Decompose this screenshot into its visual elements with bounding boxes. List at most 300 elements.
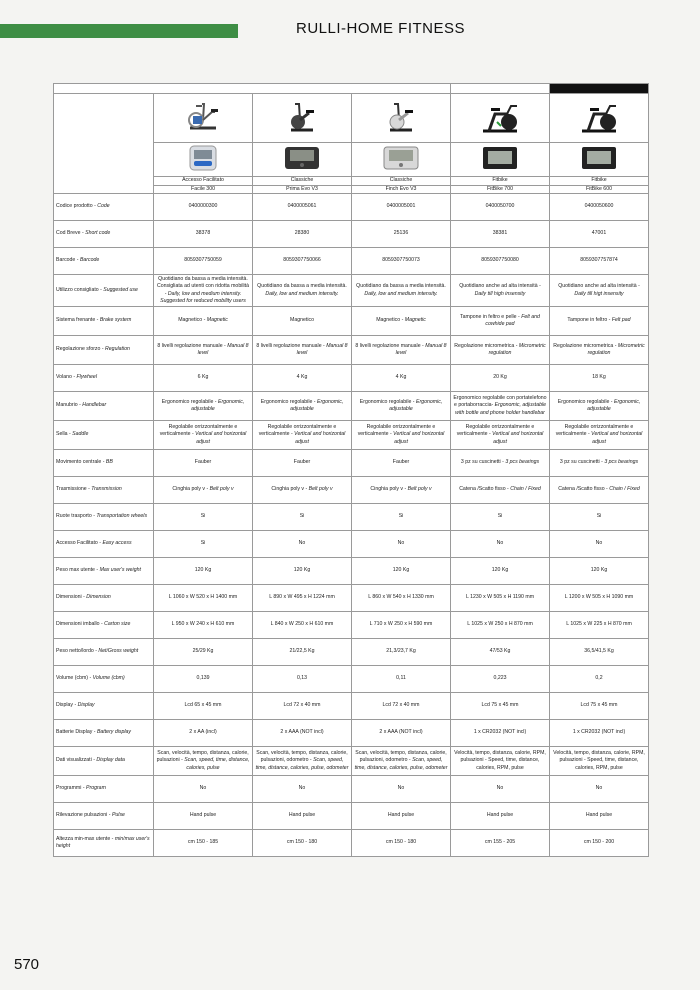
spin-bike-icon [576,100,622,136]
row-label-en: Barcode [79,257,100,264]
value-cell [451,275,550,307]
row-label-en: Battery display [96,729,131,736]
value-cell: 38381 [451,221,550,248]
value-cell [451,450,550,477]
row-label-it: Altezza min-max utente [56,835,111,842]
model-name-cell: Facile 300 [154,185,253,194]
value-it: Regolabile orrizzontalmente e verticalmente - [159,423,238,438]
value-cell: L 840 x W 250 x H 610 mm [253,612,352,639]
row-label-en: Suggested use [103,286,138,293]
row-label: Movimento centrale - BB [54,450,154,477]
value-en: Vertical and horizontal adjust [294,431,346,445]
value-en: Daily, low and medium intensity. [364,290,438,297]
table-row [54,639,649,666]
value-cell [154,450,253,477]
value-it: Magnetico - [178,317,206,324]
bike-display-icon [284,146,320,170]
value-it: Velocità, tempo, distanza, calorie, RPM, pulsazioni - Speed, time, distance, calories, RPM, pulse [454,749,546,771]
row-label-it: Rilevazione pulsazioni [56,812,108,819]
value-cell: No [352,531,451,558]
value-cell [550,275,649,307]
value-it: Fauber [392,459,410,466]
header-accent-bar [0,24,238,38]
row-label-en: Dimension [86,594,111,601]
value-cell: Si [550,504,649,531]
value-cell [253,307,352,336]
row-label-it: Peso max utente [56,567,95,574]
value-cell: No [253,776,352,803]
row-label: Peso max utente - Max user's weight [54,558,154,585]
row-label-it: Batterie Display [56,729,93,736]
value-cell: 20 Kg [451,365,550,392]
bike-display-icon [383,146,419,170]
value-cell [154,336,253,365]
row-label-en: Max user's weight [99,567,141,574]
value-cell [451,307,550,336]
value-en: Manual 8 level [296,342,348,357]
value-it: Magnetico [290,317,314,324]
value-cell [550,336,649,365]
value-cell [451,421,550,450]
value-cell: L 1230 x W 505 x H 1190 mm [451,585,550,612]
value-cell [253,450,352,477]
bike-image-fitbike700 [451,94,550,143]
row-label-it: Sistema frenante [56,317,96,324]
value-it: 3 pz su cuscinetti - [460,459,504,466]
value-cell [550,392,649,421]
row-label: Dimensioni imballo - Carton size [54,612,154,639]
row-label-it: Volume (cbm) [56,675,88,682]
value-it: Fauber [194,459,212,466]
row-label-it: Codice prodotto [56,203,93,210]
value-cell: L 1025 x W 225 x H 870 mm [550,612,649,639]
bike-image-finch [352,94,451,143]
value-en: Belt poly v [308,486,333,493]
value-cell: 120 Kg [451,558,550,585]
value-it: Quotidiano da bassa a media intensità. [356,283,446,290]
value-cell: 8059307750059 [154,248,253,275]
value-cell: 120 Kg [154,558,253,585]
value-cell: 25136 [352,221,451,248]
value-it: 8 livelli regolazione manuale - [256,342,325,349]
value-cell [550,747,649,776]
value-cell: Si [154,531,253,558]
value-cell: Hand pulse [352,803,451,830]
bike-image-fitbike600 [550,94,649,143]
value-cell: Lcd 75 x 45 mm [451,693,550,720]
value-cell: 25/29 Kg [154,639,253,666]
value-it: Quotidiano da bassa a media intensità. [257,283,347,290]
value-cell: 0400005001 [352,194,451,221]
row-label: Volano - Flywheel [54,365,154,392]
row-label-en: Handlebar [82,402,107,409]
value-cell: 0,2 [550,666,649,693]
value-cell: 4 Kg [253,365,352,392]
value-it: Ergonomico regolabile - [359,398,415,405]
value-cell [550,477,649,504]
row-label-it: Dimensioni [56,594,82,601]
category-cell: Classiche [352,177,451,186]
value-cell: Si [154,504,253,531]
row-label-en: Carton size [104,621,131,628]
value-cell [451,336,550,365]
value-it: Catena /Scatto fisso - [459,486,509,493]
value-en: Daily, low and medium intensity. Suggested for reduced mobility users [160,290,246,305]
value-cell: 1 x CR2032 (NOT incl) [550,720,649,747]
row-label-it: Trasmissione [56,486,87,493]
value-en: Magnetic [206,317,228,324]
value-cell [550,307,649,336]
table-row [54,365,649,392]
value-cell: 120 Kg [550,558,649,585]
row-label: Accesso Facilitato - Easy access [54,531,154,558]
row-label-it: Sella [56,431,68,438]
value-it: Cinghia poly v - [271,486,308,493]
row-label-en: Code [97,203,110,210]
value-cell [154,747,253,776]
value-en: Scan, speed, time, distance, calories, pulse, odometer [255,757,349,771]
row-label-en: Display [77,702,95,709]
value-it: Ergonomico regolabile - [260,398,316,405]
value-cell: 0,223 [451,666,550,693]
value-it: Quotidiano anche ad alta intensità - [459,283,541,290]
model-name-cell: FitBike 700 [451,185,550,194]
value-cell: L 950 x W 240 x H 610 mm [154,612,253,639]
value-cell [550,421,649,450]
value-it: Regolabile orrizzontalmente e verticalmente - [555,423,634,438]
table-row [54,421,649,450]
value-en: Vertical and horizontal adjust [492,431,544,445]
row-label-en: Net/Gross weight [98,648,139,655]
spec-table [53,83,649,857]
value-cell: L 890 x W 495 x H 1224 mm [253,585,352,612]
value-en: Ergonomic, adjustable [191,398,245,413]
value-it: Scan, velocità, tempo, distanza, calorie, pulsazioni, odometro - [355,749,447,764]
row-label-it: Peso netto/lordo [56,648,94,655]
row-label: Peso netto/lordo - Net/Gross weight [54,639,154,666]
value-it: Catena /Scatto fisso - [558,486,608,493]
value-cell: No [451,776,550,803]
value-cell: cm 150 - 180 [352,830,451,857]
value-en: 3 pcs bearings [604,459,639,466]
value-it: Ergonomico regolabile con portatelefono e portaborraccia- [453,394,547,409]
table-row [54,307,649,336]
exercise-bike-icon [281,100,323,136]
value-cell: No [550,776,649,803]
row-label-it: Regolazione sforzo [56,346,101,353]
row-label-en: Transmission [91,486,122,493]
value-cell [451,747,550,776]
value-cell [451,392,550,421]
category-cell: Classiche [253,177,352,186]
table-row [54,194,649,221]
table-row [54,531,649,558]
value-cell: 47001 [550,221,649,248]
table-row [54,275,649,307]
table-row [54,248,649,275]
value-en: Manual 8 level [197,342,249,357]
table-row [54,336,649,365]
display-image-finch [352,143,451,177]
value-cell: No [451,531,550,558]
value-it: Tampone in feltro e pelle - [460,313,520,320]
value-it: Cinghia poly v - [370,486,407,493]
value-en: Magnetic [404,317,426,324]
display-image-fitbike600 [550,143,649,177]
row-label: Volume (cbm) - Volume (cbm) [54,666,154,693]
category-cell: Fitbike [451,177,550,186]
page-number: 570 [14,956,40,973]
value-cell: 2 x AAA (NOT incl) [352,720,451,747]
value-cell: 8059307750073 [352,248,451,275]
row-label-en: Pulse [111,812,125,819]
value-cell: 38378 [154,221,253,248]
value-it: Quotidiano da bassa a media intensità. Consigliata ad utenti con ridotta mobilità - [157,275,249,297]
value-en: Belt poly v [209,486,234,493]
table-row [54,585,649,612]
row-label: Regolazione sforzo - Regulation [54,336,154,365]
value-cell [352,392,451,421]
table-row [54,477,649,504]
value-cell: 8059307757874 [550,248,649,275]
value-cell: 28380 [253,221,352,248]
row-label: Trasmissione - Transmission [54,477,154,504]
row-label-it: Accesso Facilitato [56,540,98,547]
value-it: Ergonomico regolabile - [557,398,613,405]
value-it: 3 pz su cuscinetti - [559,459,603,466]
table-row [54,221,649,248]
value-it: 8 livelli regolazione manuale - [157,342,226,349]
value-it: Magnetico - [376,317,404,324]
value-cell [550,450,649,477]
row-label: Sella - Saddle [54,421,154,450]
table-row [54,693,649,720]
row-label-it: Dati visualizzati [56,757,92,764]
value-cell: Si [451,504,550,531]
row-label-it: Programmi [56,785,82,792]
value-en: Felt pad [611,317,631,324]
table-row [54,776,649,803]
category-cell: Fitbike [550,177,649,186]
row-label: Sistema frenante - Brake system [54,307,154,336]
value-cell [352,275,451,307]
value-cell: 47/53 Kg [451,639,550,666]
value-en: Ergonomic, adjustable with bottle and phone holder handlebar [455,402,546,416]
value-cell: 0400050700 [451,194,550,221]
value-en: Micrometric regulation [587,342,645,357]
value-cell [154,307,253,336]
row-label-it: Display [56,702,74,709]
value-cell: 2 x AA (incl) [154,720,253,747]
row-label-it: Dimensioni imballo [56,621,100,628]
value-en: Daily till higt insensity [574,290,624,297]
value-en: Daily, low and medium intensity. [265,290,339,297]
value-en: Chain / Fixed [609,486,640,493]
value-cell [253,421,352,450]
value-cell [352,747,451,776]
value-en: Vertical and horizontal adjust [591,431,643,445]
value-en: Micrometric regulation [488,342,546,357]
row-label: Batterie Display - Battery display [54,720,154,747]
value-en: Daily till high insensity [474,290,526,297]
row-label: Codice prodotto - Code [54,194,154,221]
group-header-fitbike: FITBIKE [451,84,550,94]
table-row [54,666,649,693]
value-cell: L 1025 x W 250 x H 870 mm [451,612,550,639]
value-cell: Lcd 65 x 45 mm [154,693,253,720]
row-label-it: Ruote trasporto [56,513,92,520]
row-label: Programmi - Program [54,776,154,803]
value-cell: 0,139 [154,666,253,693]
value-cell: Lcd 75 x 45 mm [550,693,649,720]
bike-display-icon [188,145,218,171]
value-cell: 18 Kg [550,365,649,392]
row-label: Display - Display [54,693,154,720]
value-cell: No [352,776,451,803]
value-cell: 120 Kg [352,558,451,585]
value-cell [352,421,451,450]
brand-title: RULLI-HOME FITNESS [296,20,466,37]
row-label: Barcode - Barcode [54,248,154,275]
row-label-en: Easy access [102,540,132,547]
table-row [54,720,649,747]
value-it: Scan, velocità, tempo, distanza, calorie, pulsazioni, odometro - [256,749,348,764]
table-row [54,392,649,421]
value-cell: 0400005061 [253,194,352,221]
table-row [54,612,649,639]
row-label: Utilizzo consigliato - Suggested use [54,275,154,307]
value-cell: Hand pulse [550,803,649,830]
value-cell: No [550,531,649,558]
value-cell: Hand pulse [154,803,253,830]
row-label-en: Volume (cbm) [92,675,125,682]
value-it: Ergonomico regolabile - [161,398,217,405]
value-it: Cinghia poly v - [172,486,209,493]
value-cell: 0,13 [253,666,352,693]
value-cell [352,336,451,365]
value-en: Ergonomic, adjustable [587,398,641,413]
display-image-facile [154,143,253,177]
row-label-en: Program [86,785,106,792]
exercise-bike-icon [380,100,422,136]
table-row [54,830,649,857]
value-cell: L 1200 x W 505 x H 1090 mm [550,585,649,612]
row-label-it: Barcode [56,257,76,264]
value-en: Vertical and horizontal adjust [195,431,247,445]
value-cell [253,336,352,365]
value-cell: Hand pulse [253,803,352,830]
row-label-it: Manubrio [56,402,78,409]
table-row [54,450,649,477]
value-cell: 0400050600 [550,194,649,221]
value-it: Regolazione micrometrica - [553,342,617,349]
value-en: Chain / Fixed [510,486,541,493]
value-cell [352,307,451,336]
value-cell: No [154,776,253,803]
value-cell: 21/22,5 Kg [253,639,352,666]
value-cell [253,747,352,776]
value-it: Regolabile orrizzontalmente e verticalmente - [357,423,436,438]
value-cell: 6 Kg [154,365,253,392]
row-label: Cod Breve - Short code [54,221,154,248]
value-cell [154,421,253,450]
value-it: Velocità, tempo, distanza, calorie, RPM, pulsazioni - Speed, time, distance, calories, RPM, pulse [553,749,645,771]
value-cell [154,275,253,307]
row-label: Rilevazione pulsazioni - Pulse [54,803,154,830]
row-label-en: Regulation [105,346,130,353]
bike-display-icon [482,146,518,170]
value-cell: cm 150 - 180 [253,830,352,857]
value-en: Scan, speed, time, distance, calories, pulse, odometer [354,757,448,771]
table-row [54,558,649,585]
row-label: Dati visualizzati - Display data [54,747,154,776]
value-cell: No [253,531,352,558]
row-label: Manubrio - Handlebar [54,392,154,421]
value-it: Regolabile orrizzontalmente e verticalmente - [456,423,535,438]
value-en: Felt and cowhide pad [485,313,540,328]
value-cell: 2 x AAA (NOT incl) [253,720,352,747]
value-cell [253,275,352,307]
value-cell: cm 150 - 200 [550,830,649,857]
model-name-cell: FitBike 600 [550,185,649,194]
row-label-en: BB [105,459,113,466]
group-header-ciclocamere: CICLOCAMERE [54,84,451,94]
row-label-en: Short code [85,230,111,237]
value-cell [352,450,451,477]
bike-image-prima [253,94,352,143]
value-en: Manual 8 level [395,342,447,357]
value-en: Ergonomic, adjustable [290,398,344,413]
value-it: Fauber [293,459,311,466]
spin-bike-icon [477,100,523,136]
table-row [54,803,649,830]
row-label: Altezza min-max utente - min/max user's height [54,830,154,857]
value-cell [352,477,451,504]
model-name-cell: Prima Evo V3 [253,185,352,194]
value-cell: 0400000300 [154,194,253,221]
bike-display-icon [581,146,617,170]
row-label-en: Flywheel [76,374,97,381]
value-en: 3 pcs bearings [505,459,540,466]
category-cell: Accesso Facilitato [154,177,253,186]
model-name-cell: Finch Evo V3 [352,185,451,194]
value-en: Belt poly v [407,486,432,493]
row-label-it: Volano [56,374,72,381]
row-label-it: Cod Breve [56,230,81,237]
value-cell: L 860 x W 540 x H 1330 mm [352,585,451,612]
exercise-bike-icon [182,100,224,136]
display-image-prima [253,143,352,177]
value-it: Tampone in feltro - [567,317,611,324]
value-cell [253,392,352,421]
value-it: Scan, velocità, tempo, distanza, calorie, pulsazioni - [156,749,249,764]
value-cell: Si [253,504,352,531]
value-cell [253,477,352,504]
value-cell: Hand pulse [451,803,550,830]
value-cell: 120 Kg [253,558,352,585]
row-label-en: Brake system [99,317,132,324]
value-cell: Lcd 72 x 40 mm [352,693,451,720]
value-cell: 8059307750066 [253,248,352,275]
value-en: Vertical and horizontal adjust [393,431,445,445]
row-label-en: Display data [96,757,125,764]
value-cell: Lcd 72 x 40 mm [253,693,352,720]
bike-image-facile [154,94,253,143]
value-cell: 21,3/23,7 Kg [352,639,451,666]
value-cell [154,477,253,504]
value-en: Ergonomic, adjustable [389,398,443,413]
row-label: Ruote trasporto - Transportation wheels [54,504,154,531]
